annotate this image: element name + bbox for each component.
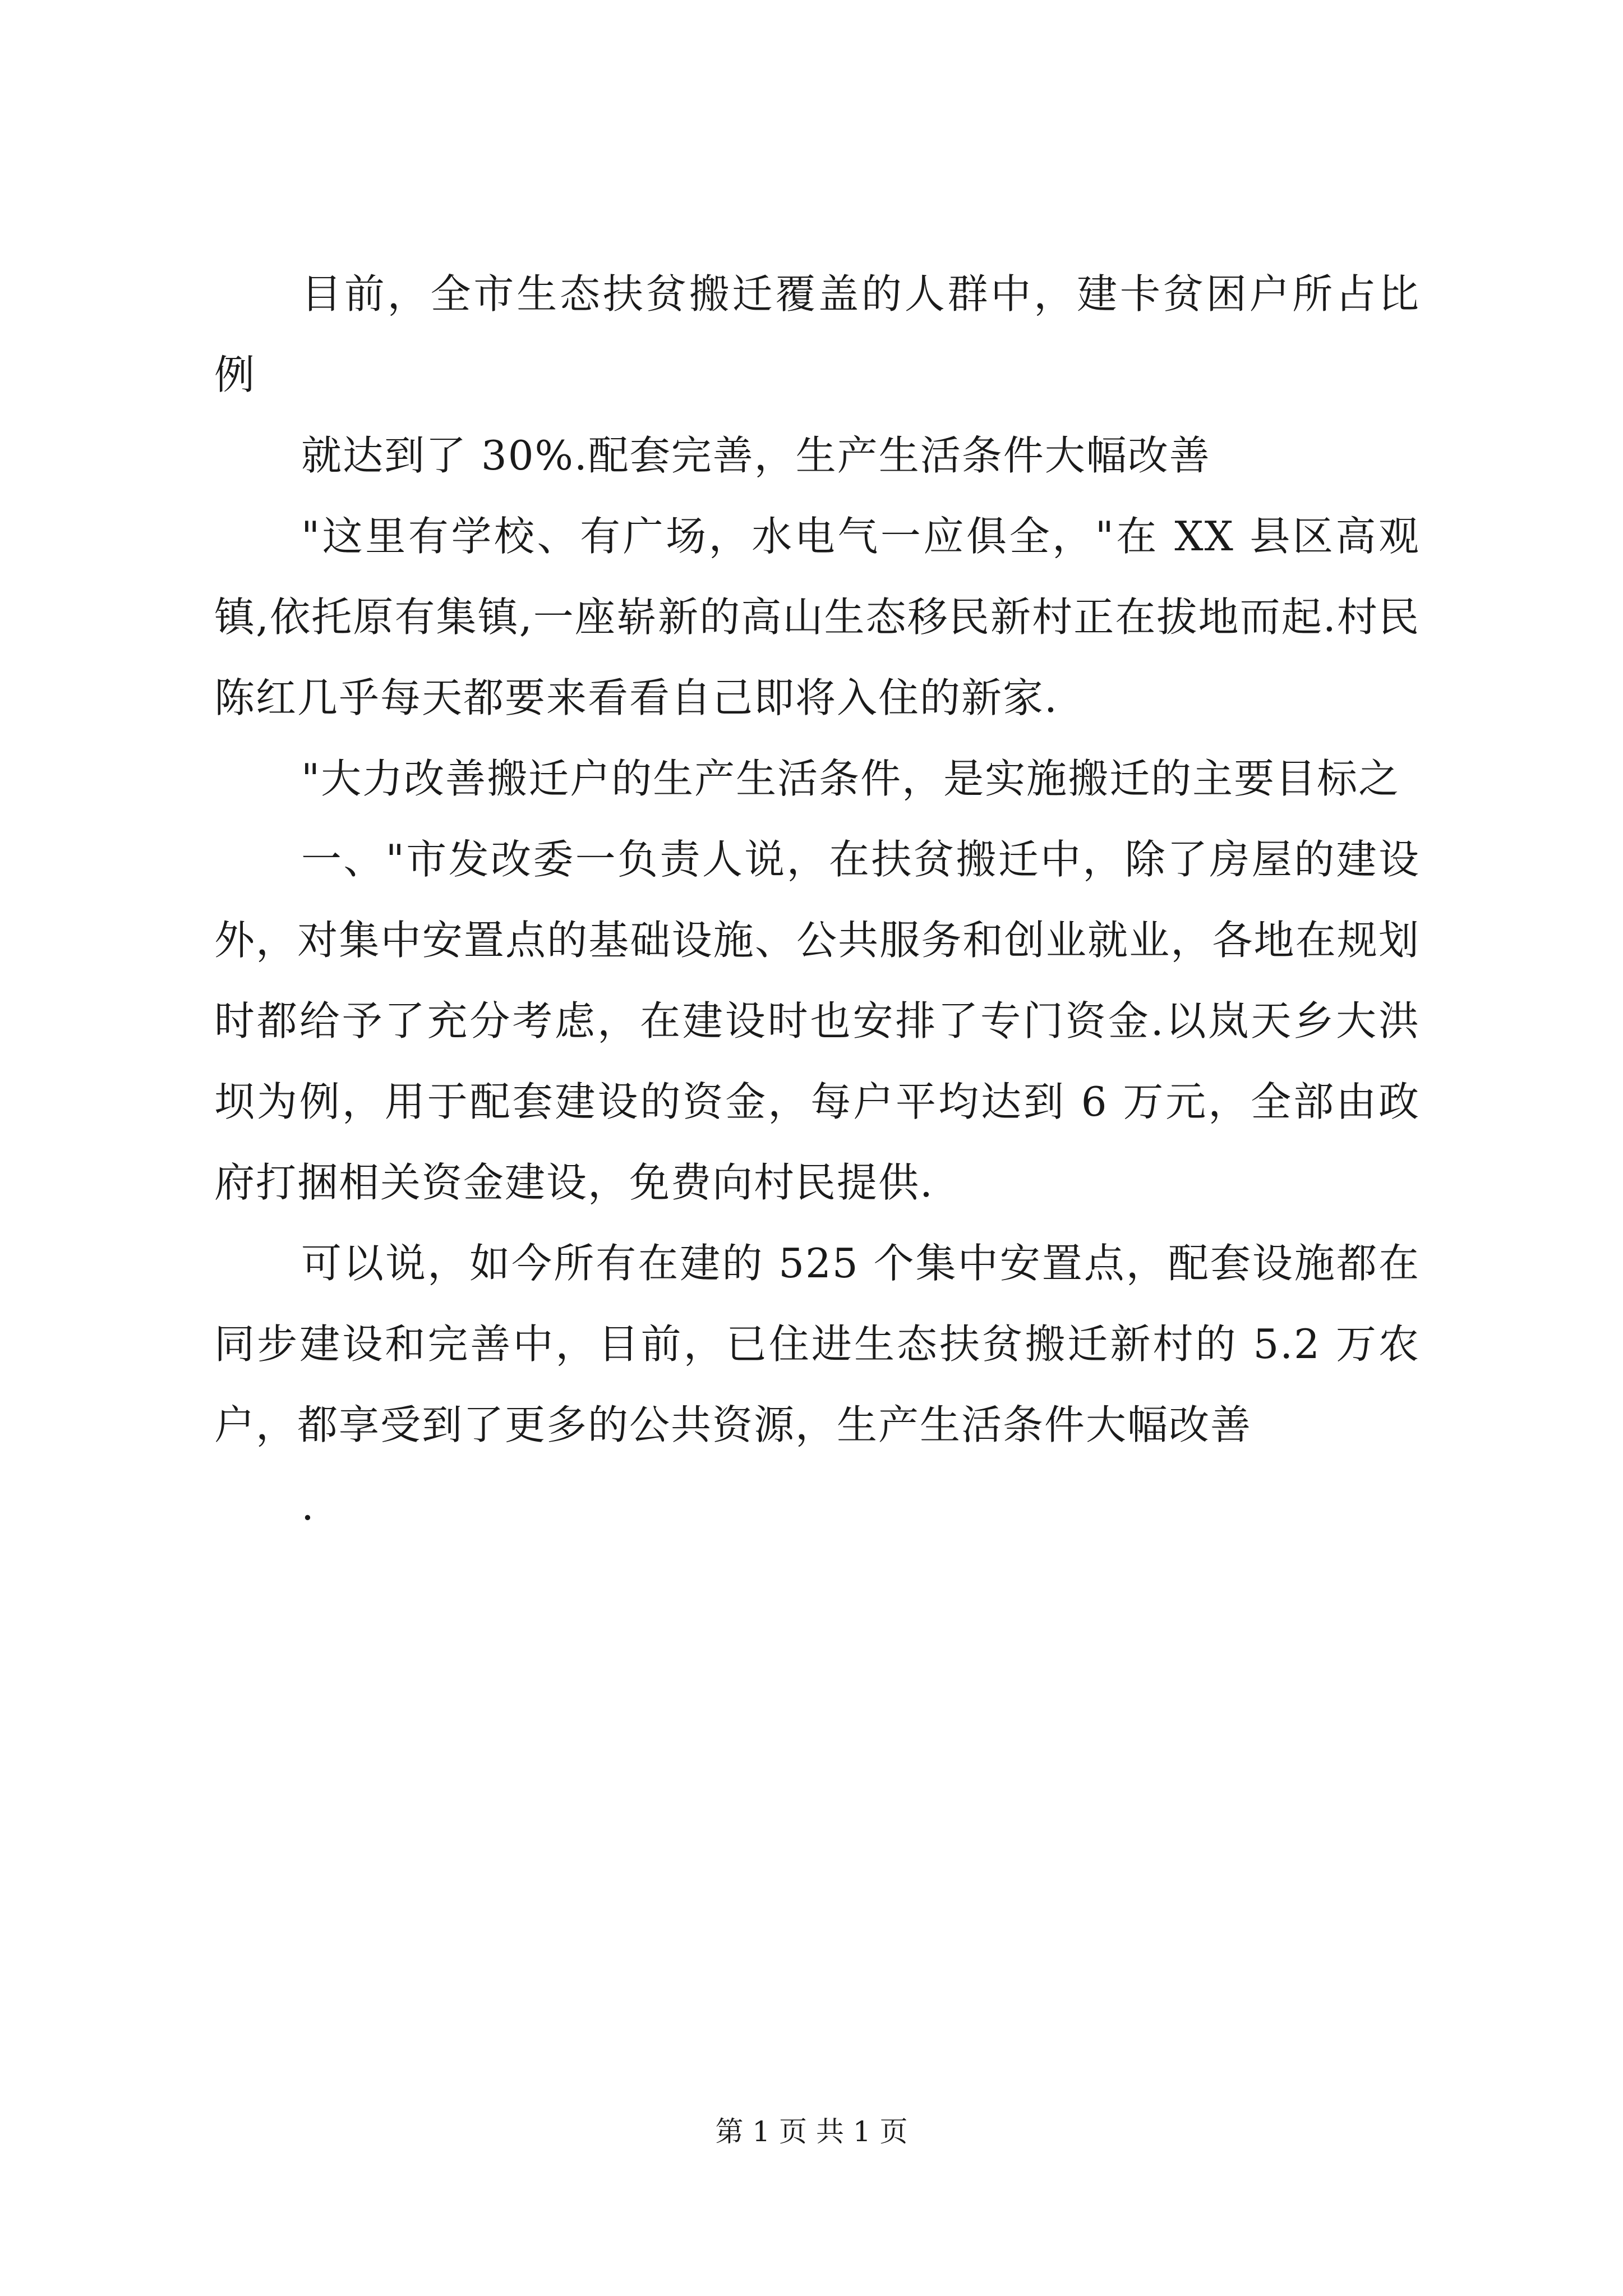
paragraph-6: 可以说，如今所有在建的 525 个集中安置点，配套设施都在同步建设和完善中，目前，已住进生态扶贫搬迁新村的 5.2 万农户，都享受到了更多的公共资源，生产生活条件大幅改善 xyxy=(214,1240,1420,1448)
paragraph-4: "大力改善搬迁户的生产生活条件，是实施搬迁的主要目标之 xyxy=(301,755,1400,802)
paragraph-3: "这里有学校、有广场，水电气一应俱全，"在 XX 县区高观镇,依托原有集镇,一座崭新的高山生态移民新村正在拔地而起.村民陈红几乎每天都要来看看自己即将入住的新家. xyxy=(214,513,1420,721)
paragraph-5: 一、"市发改委一负责人说，在扶贫搬迁中，除了房屋的建设外，对集中安置点的基础设施、公共服务和创业就业，各地在规划时都给予了充分考虑，在建设时也安排了专门资金.以岚天乡大洪坝为例，用于配套建设的资金，每户平均达到 6 万元，全部由政府打捆相关资金建设，免费向村民提供. xyxy=(214,836,1420,1206)
page-footer: 第 1 页 共 1 页 xyxy=(715,2115,908,2148)
paragraph-1: 目前，全市生态扶贫搬迁覆盖的人群中，建卡贫困户所占比例 xyxy=(214,270,1420,398)
document-body xyxy=(214,254,1420,1546)
paragraph-7: . xyxy=(301,1482,315,1529)
paragraph-2: 就达到了 30%.配套完善，生产生活条件大幅改善 xyxy=(301,432,1211,479)
